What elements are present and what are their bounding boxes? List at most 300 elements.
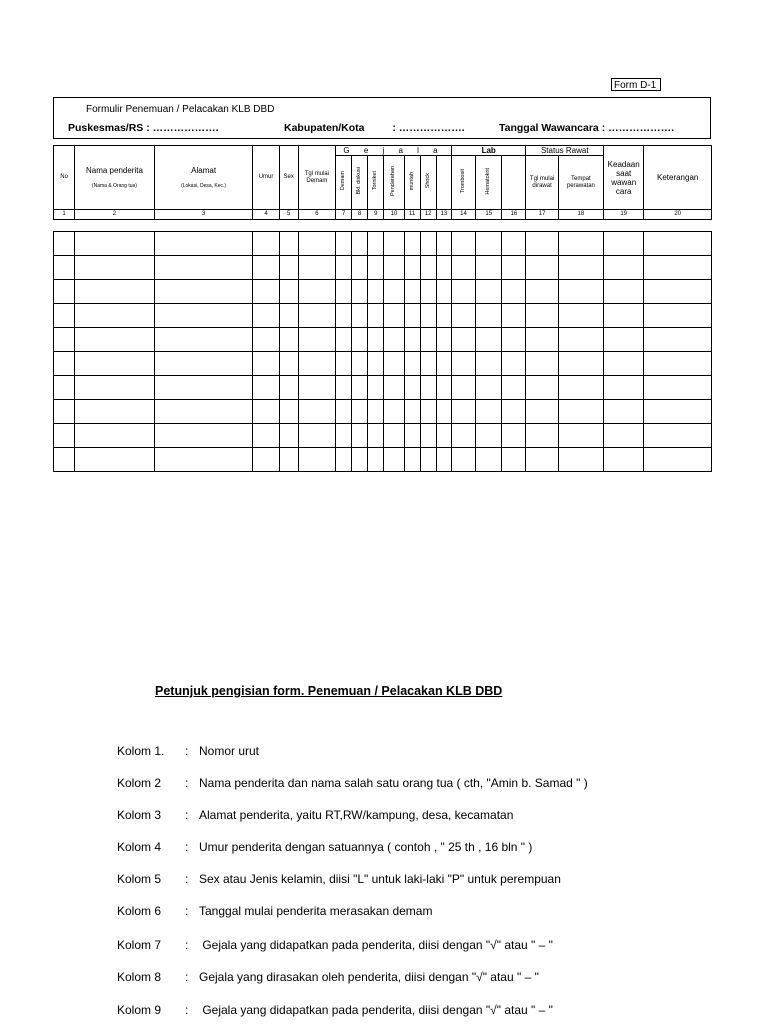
table-cell[interactable]: [436, 256, 451, 280]
table-cell[interactable]: [298, 352, 335, 376]
lab-header-trombosit: Trombosit: [451, 156, 475, 210]
table-cell[interactable]: [279, 232, 298, 256]
column-number: 17: [526, 210, 558, 220]
kabupaten-value: : ……………….: [392, 122, 465, 134]
instruction-label: Kolom 1.: [117, 744, 165, 758]
table-cell[interactable]: [368, 448, 384, 472]
tanggal-label: Tanggal Wawancara : ……………….: [499, 122, 675, 134]
table-row: [54, 280, 712, 304]
table-cell[interactable]: [298, 304, 335, 328]
column-number: 3: [154, 210, 253, 220]
lab-header-hematokrit: Hematokrit: [476, 156, 502, 210]
column-number: 11: [404, 210, 420, 220]
table-row: [54, 232, 712, 256]
table-gap: [54, 220, 712, 232]
table-cell[interactable]: [298, 400, 335, 424]
table-cell[interactable]: [404, 304, 420, 328]
table-cell[interactable]: [298, 256, 335, 280]
table-cell[interactable]: [54, 424, 75, 448]
table-cell[interactable]: [420, 304, 436, 328]
table-cell[interactable]: [253, 328, 279, 352]
table-cell[interactable]: [253, 424, 279, 448]
table-cell[interactable]: [526, 376, 558, 400]
table-cell[interactable]: [420, 328, 436, 352]
table-cell[interactable]: [352, 424, 368, 448]
table-cell[interactable]: [154, 256, 253, 280]
table-cell[interactable]: [451, 280, 475, 304]
table-cell[interactable]: [352, 256, 368, 280]
table-cell[interactable]: [404, 328, 420, 352]
table-cell[interactable]: [644, 256, 712, 280]
table-cell[interactable]: [451, 352, 475, 376]
table-cell[interactable]: [526, 256, 558, 280]
column-number: 8: [352, 210, 368, 220]
col-keadaan-header: Keadaan saat wawan cara: [604, 146, 644, 210]
form-title: Formulir Penemuan / Pelacakan KLB DBD: [86, 104, 275, 115]
table-cell[interactable]: [75, 304, 155, 328]
lab-header-blank: [502, 156, 526, 210]
table-cell[interactable]: [558, 448, 603, 472]
data-rows: [54, 232, 712, 472]
table-cell[interactable]: [75, 400, 155, 424]
table-cell[interactable]: [502, 376, 526, 400]
table-cell[interactable]: [336, 256, 352, 280]
table-cell[interactable]: [336, 232, 352, 256]
table-cell[interactable]: [451, 448, 475, 472]
table-cell[interactable]: [336, 376, 352, 400]
table-cell[interactable]: [526, 448, 558, 472]
instruction-label: Kolom 7: [117, 938, 162, 952]
table-cell[interactable]: [558, 280, 603, 304]
table-row: [54, 400, 712, 424]
table-cell[interactable]: [604, 400, 644, 424]
column-number: 15: [476, 210, 502, 220]
table-cell[interactable]: [298, 280, 335, 304]
table-cell[interactable]: [558, 352, 603, 376]
table-row: [54, 256, 712, 280]
table-cell[interactable]: [253, 400, 279, 424]
table-cell[interactable]: [75, 448, 155, 472]
instruction-text: Tanggal mulai penderita merasakan demam: [199, 904, 433, 918]
table-cell[interactable]: [451, 304, 475, 328]
instruction-text: Sex atau Jenis kelamin, diisi "L" untuk laki-laki "P" untuk perempuan: [199, 872, 561, 886]
table-cell[interactable]: [526, 232, 558, 256]
table-cell[interactable]: [526, 400, 558, 424]
table-cell[interactable]: [352, 376, 368, 400]
table-cell[interactable]: [384, 232, 404, 256]
column-number: 14: [451, 210, 475, 220]
table-row: [54, 448, 712, 472]
table-cell[interactable]: [420, 232, 436, 256]
table-cell[interactable]: [352, 352, 368, 376]
instruction-text: Alamat penderita, yaitu RT,RW/kampung, desa, kecamatan: [199, 808, 514, 822]
table-cell[interactable]: [476, 232, 502, 256]
table-cell[interactable]: [502, 232, 526, 256]
table-cell[interactable]: [420, 376, 436, 400]
table-cell[interactable]: [558, 304, 603, 328]
table-cell[interactable]: [604, 256, 644, 280]
table-cell[interactable]: [604, 304, 644, 328]
table-cell[interactable]: [54, 376, 75, 400]
table-cell[interactable]: [558, 400, 603, 424]
table-cell[interactable]: [154, 448, 253, 472]
table-cell[interactable]: [54, 400, 75, 424]
column-number: 9: [368, 210, 384, 220]
column-number: 16: [502, 210, 526, 220]
table-cell[interactable]: [154, 232, 253, 256]
col-alamat-header: [154, 146, 253, 210]
table-cell[interactable]: [526, 280, 558, 304]
gejala-header-bkl: Bkl. diskusi: [352, 156, 368, 210]
column-number: 20: [644, 210, 712, 220]
instruction-label: Kolom 5: [117, 872, 162, 886]
table-cell[interactable]: [404, 376, 420, 400]
table-cell[interactable]: [420, 280, 436, 304]
table-cell[interactable]: [54, 352, 75, 376]
table-cell[interactable]: [436, 400, 451, 424]
status-header-tgl: Tgl mulai dirawat: [526, 156, 558, 210]
instruction-item: [117, 1003, 553, 1017]
table-cell[interactable]: [451, 376, 475, 400]
instruction-colon: :: [185, 776, 189, 790]
table-cell[interactable]: [476, 400, 502, 424]
table-cell[interactable]: [526, 328, 558, 352]
table-cell[interactable]: [75, 280, 155, 304]
table-cell[interactable]: [420, 448, 436, 472]
table-cell[interactable]: [384, 448, 404, 472]
table-cell[interactable]: [298, 328, 335, 352]
column-number: 4: [253, 210, 279, 220]
table-cell[interactable]: [279, 328, 298, 352]
col-sex-header: Sex: [279, 146, 298, 210]
instruction-colon: :: [185, 904, 189, 918]
table-cell[interactable]: [502, 400, 526, 424]
table-cell[interactable]: [420, 256, 436, 280]
table-cell[interactable]: [352, 280, 368, 304]
table-cell[interactable]: [279, 256, 298, 280]
instruction-item: [117, 904, 432, 918]
col-no-header: No: [54, 146, 75, 210]
table-cell[interactable]: [279, 376, 298, 400]
table-cell[interactable]: [502, 448, 526, 472]
table-cell[interactable]: [644, 400, 712, 424]
table-cell[interactable]: [384, 400, 404, 424]
table-cell[interactable]: [368, 376, 384, 400]
col-keterangan-header: Keterangan: [644, 146, 712, 210]
instruction-colon: :: [185, 938, 189, 952]
form-header: [53, 97, 711, 139]
table-cell[interactable]: [604, 352, 644, 376]
table-cell[interactable]: [451, 232, 475, 256]
gejala-header-muntah: muntah: [404, 156, 420, 210]
table-cell[interactable]: [404, 400, 420, 424]
table-cell[interactable]: [253, 352, 279, 376]
table-cell[interactable]: [436, 376, 451, 400]
instruction-label: Kolom 9: [117, 1003, 162, 1017]
table-cell[interactable]: [279, 400, 298, 424]
table-cell[interactable]: [298, 376, 335, 400]
table-cell[interactable]: [558, 328, 603, 352]
col-alamat-sub: (Lokasi, Desa, Kec.): [181, 182, 227, 189]
instruction-text: Nomor urut: [199, 744, 260, 758]
gejala-header-torniket: Torniket: [368, 156, 384, 210]
table-cell[interactable]: [75, 328, 155, 352]
status-group-header: Status Rawat: [526, 146, 604, 156]
table-cell[interactable]: [75, 256, 155, 280]
gejala-header-blank: [436, 156, 451, 210]
table-cell[interactable]: [384, 424, 404, 448]
table-cell[interactable]: [298, 424, 335, 448]
table-cell[interactable]: [279, 424, 298, 448]
table-cell[interactable]: [404, 424, 420, 448]
table-cell[interactable]: [558, 424, 603, 448]
gejala-header-pendarahan: Pendarahan: [384, 156, 404, 210]
table-cell[interactable]: [368, 304, 384, 328]
table-cell[interactable]: [154, 376, 253, 400]
table-cell[interactable]: [336, 448, 352, 472]
instruction-item: [117, 872, 561, 886]
table-cell[interactable]: [451, 328, 475, 352]
table-cell[interactable]: [644, 304, 712, 328]
table-cell[interactable]: [336, 328, 352, 352]
column-number: 10: [384, 210, 404, 220]
table-row: [54, 352, 712, 376]
table-cell[interactable]: [436, 328, 451, 352]
table-cell[interactable]: [644, 280, 712, 304]
table-cell[interactable]: [352, 328, 368, 352]
table-cell[interactable]: [368, 352, 384, 376]
table-cell[interactable]: [253, 376, 279, 400]
puskesmas-label: Puskesmas/RS : ……………….: [68, 122, 219, 134]
table-cell[interactable]: [54, 232, 75, 256]
table-cell[interactable]: [604, 328, 644, 352]
col-nama-header: [75, 146, 155, 210]
table-cell[interactable]: [336, 400, 352, 424]
table-cell[interactable]: [502, 304, 526, 328]
table-cell[interactable]: [154, 328, 253, 352]
table-cell[interactable]: [368, 232, 384, 256]
table-cell[interactable]: [604, 280, 644, 304]
lab-group-header: Lab: [451, 146, 526, 156]
table-cell[interactable]: [436, 304, 451, 328]
instruction-item: [117, 776, 588, 790]
table-cell[interactable]: [154, 280, 253, 304]
status-header-tempat: Tempat perawatan: [558, 156, 603, 210]
table-cell[interactable]: [352, 304, 368, 328]
table-cell[interactable]: [644, 352, 712, 376]
instruction-item: [117, 808, 513, 822]
table-cell[interactable]: [558, 256, 603, 280]
table-cell[interactable]: [384, 352, 404, 376]
tanggal-field: [499, 122, 674, 134]
table-cell[interactable]: [526, 304, 558, 328]
table-cell[interactable]: [154, 304, 253, 328]
table-cell[interactable]: [154, 352, 253, 376]
table-cell[interactable]: [154, 400, 253, 424]
table-cell[interactable]: [253, 304, 279, 328]
table-cell[interactable]: [476, 256, 502, 280]
table-cell[interactable]: [75, 376, 155, 400]
table-cell[interactable]: [558, 376, 603, 400]
kabupaten-field: [284, 122, 465, 134]
table-cell[interactable]: [368, 424, 384, 448]
table-cell[interactable]: [54, 448, 75, 472]
gejala-header-shock: Shock: [420, 156, 436, 210]
instruction-label: Kolom 2: [117, 776, 162, 790]
table-cell[interactable]: [502, 256, 526, 280]
table-cell[interactable]: [436, 448, 451, 472]
table-cell[interactable]: [502, 328, 526, 352]
table-cell[interactable]: [476, 424, 502, 448]
col-tgl-header: Tgl mulai Demam: [298, 146, 335, 210]
table-cell[interactable]: [604, 232, 644, 256]
table-cell[interactable]: [644, 448, 712, 472]
table-cell[interactable]: [279, 448, 298, 472]
klb-table: [53, 145, 712, 472]
instruction-colon: :: [185, 808, 189, 822]
instruction-text: Gejala yang didapatkan pada penderita, diisi dengan "√" atau " – ": [199, 1003, 553, 1017]
table-cell[interactable]: [336, 352, 352, 376]
table-cell[interactable]: [451, 256, 475, 280]
table-cell[interactable]: [476, 376, 502, 400]
table-cell[interactable]: [253, 256, 279, 280]
table-cell[interactable]: [384, 256, 404, 280]
instruction-item: [117, 970, 539, 984]
instruction-colon: :: [185, 840, 189, 854]
column-number: 19: [604, 210, 644, 220]
table-cell[interactable]: [54, 304, 75, 328]
instruction-text: Gejala yang didapatkan pada penderita, diisi dengan "√" atau " – ": [199, 938, 553, 952]
table-cell[interactable]: [436, 352, 451, 376]
table-cell[interactable]: [436, 280, 451, 304]
table-cell[interactable]: [368, 256, 384, 280]
table-cell[interactable]: [352, 448, 368, 472]
table-cell[interactable]: [54, 280, 75, 304]
kabupaten-label: Kabupaten/Kota: [284, 122, 365, 134]
instruction-text: Gejala yang dirasakan oleh penderita, diisi dengan "√" atau " – ": [199, 970, 539, 984]
table-cell[interactable]: [644, 328, 712, 352]
instruction-colon: :: [185, 970, 189, 984]
column-number: 7: [336, 210, 352, 220]
table-cell[interactable]: [420, 400, 436, 424]
table-cell[interactable]: [384, 280, 404, 304]
table-cell[interactable]: [384, 328, 404, 352]
table-cell[interactable]: [298, 232, 335, 256]
table-cell[interactable]: [476, 328, 502, 352]
table-cell[interactable]: [644, 376, 712, 400]
table-cell[interactable]: [604, 376, 644, 400]
table-cell[interactable]: [352, 400, 368, 424]
table-cell[interactable]: [526, 424, 558, 448]
table-cell[interactable]: [451, 424, 475, 448]
table-cell[interactable]: [253, 232, 279, 256]
table-row: [54, 304, 712, 328]
col-nama-label: Nama penderita: [85, 165, 143, 175]
table-cell[interactable]: [279, 280, 298, 304]
table-cell[interactable]: [384, 304, 404, 328]
table-cell[interactable]: [436, 424, 451, 448]
table-cell[interactable]: [404, 232, 420, 256]
table-cell[interactable]: [476, 280, 502, 304]
puskesmas-field: [68, 122, 219, 134]
column-number: 6: [298, 210, 335, 220]
instruction-label: Kolom 6: [117, 904, 162, 918]
instruction-item: [117, 840, 532, 854]
column-number: 18: [558, 210, 603, 220]
instruction-text: Nama penderita dan nama salah satu orang tua ( cth, "Amin b. Samad " ): [199, 776, 588, 790]
column-number: 1: [54, 210, 75, 220]
table-cell[interactable]: [54, 256, 75, 280]
table-cell[interactable]: [476, 304, 502, 328]
table-cell[interactable]: [279, 304, 298, 328]
instruction-label: Kolom 3: [117, 808, 162, 822]
table-cell[interactable]: [526, 352, 558, 376]
table-cell[interactable]: [279, 352, 298, 376]
table-cell[interactable]: [451, 400, 475, 424]
table-cell[interactable]: [336, 280, 352, 304]
table-cell[interactable]: [368, 280, 384, 304]
table-cell[interactable]: [75, 424, 155, 448]
table-cell[interactable]: [298, 448, 335, 472]
instruction-text: Umur penderita dengan satuannya ( contoh , " 25 th , 16 bln " ): [199, 840, 533, 854]
table-cell[interactable]: [604, 424, 644, 448]
form-code: Form D-1: [611, 78, 661, 91]
table-cell[interactable]: [420, 352, 436, 376]
table-cell[interactable]: [253, 448, 279, 472]
column-number: 2: [75, 210, 155, 220]
table-row: [54, 328, 712, 352]
table-cell[interactable]: [558, 232, 603, 256]
table-cell[interactable]: [502, 424, 526, 448]
table-cell[interactable]: [54, 328, 75, 352]
instruction-colon: :: [185, 872, 189, 886]
column-number: 12: [420, 210, 436, 220]
table-cell[interactable]: [404, 352, 420, 376]
col-nama-sub: (Nama & Orang tua): [91, 182, 137, 189]
table-cell[interactable]: [154, 424, 253, 448]
table-cell[interactable]: [420, 424, 436, 448]
instruction-item: [117, 938, 553, 952]
gejala-group-header: G e j a l a: [336, 146, 452, 156]
instruction-item: [117, 744, 259, 758]
table-cell[interactable]: [502, 352, 526, 376]
table-cell[interactable]: [502, 280, 526, 304]
column-number: 13: [436, 210, 451, 220]
table-cell[interactable]: [604, 448, 644, 472]
table-cell[interactable]: [404, 256, 420, 280]
table-cell[interactable]: [644, 424, 712, 448]
table-cell[interactable]: [368, 400, 384, 424]
table-cell[interactable]: [253, 280, 279, 304]
col-alamat-label: Alamat: [191, 165, 217, 175]
table-cell[interactable]: [368, 328, 384, 352]
table-cell[interactable]: [404, 448, 420, 472]
table-cell[interactable]: [644, 232, 712, 256]
table-row: [54, 424, 712, 448]
table-cell[interactable]: [336, 424, 352, 448]
table-cell[interactable]: [336, 304, 352, 328]
table-cell[interactable]: [352, 232, 368, 256]
table-cell[interactable]: [436, 232, 451, 256]
table-cell[interactable]: [476, 448, 502, 472]
table-cell[interactable]: [75, 352, 155, 376]
instruction-label: Kolom 4: [117, 840, 162, 854]
table-cell[interactable]: [384, 376, 404, 400]
table-cell[interactable]: [75, 232, 155, 256]
table-cell[interactable]: [404, 280, 420, 304]
instructions-title: Petunjuk pengisian form. Penemuan / Pelacakan KLB DBD: [155, 684, 503, 698]
table-cell[interactable]: [476, 352, 502, 376]
